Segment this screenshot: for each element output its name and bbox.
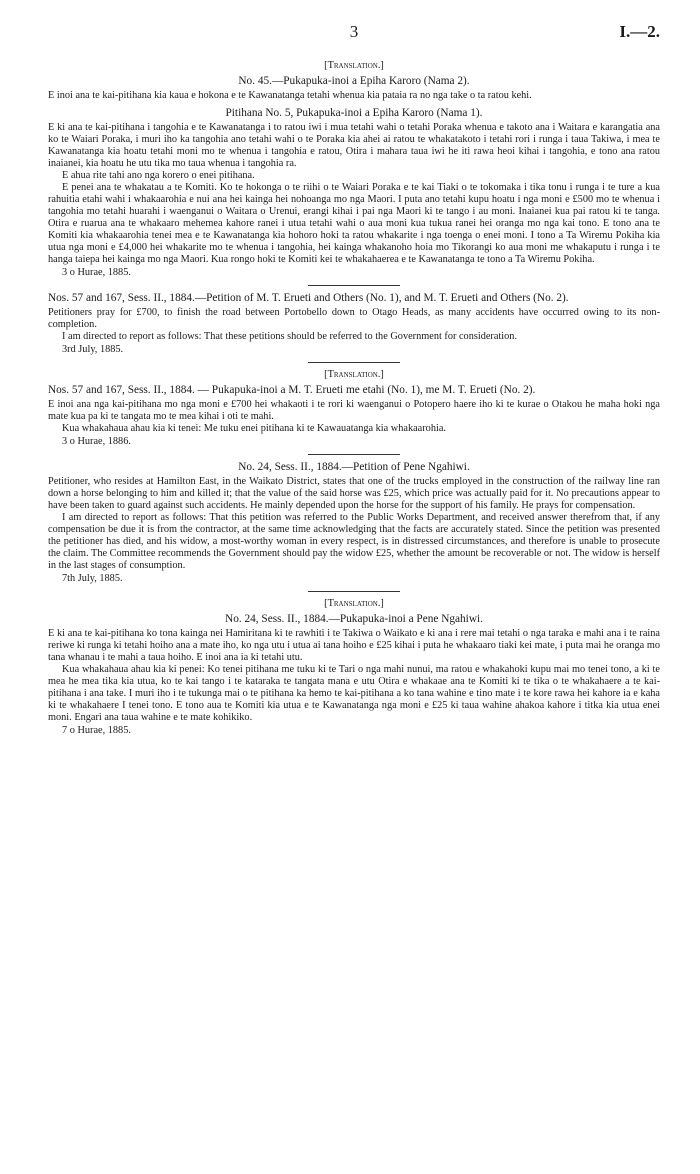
section-subtitle: Pitihana No. 5, Pukapuka-inoi a Epiha Karoro (Nama 1). <box>225 107 483 119</box>
section-petition-24 <box>48 461 660 585</box>
section-date: 3 o Hurae, 1885. <box>62 267 131 278</box>
section-date: 7th July, 1885. <box>62 573 123 584</box>
page-header <box>48 0 660 60</box>
section-date: 3rd July, 1885. <box>62 344 124 355</box>
section-divider <box>308 362 400 363</box>
page-number: 3 <box>349 22 359 41</box>
section-title: No. 24, Sess. II., 1884.—Pukapuka-inoi a Pene Ngahiwi. <box>225 613 483 625</box>
section-title: No. 24, Sess. II., 1884.—Petition of Pene Ngahiwi. <box>238 461 470 473</box>
paragraph: Petitioner, who resides at Hamilton East, in the Waikato District, states that one of the trucks employed in the construction of the railway line ran down a horse belonging to him and killed it; that the value of the said horse was £25, which price was actually paid for it. No precautions appear to have been taken to guard against such accidents. He mainly depended upon the horse for the support of his family. He prays for compensation. <box>48 476 660 511</box>
paragraph: E ki ana te kai-pitihana i tangohia e te Kawanatanga i to ratou iwi i mua tetahi wahi o tetahi Poraka whenua e takoto ana i Waitara e karangatia ana ko te Waiari Poraka, i muri iho ka tangohia ano tetahi wahi o te Poraka kia ahei ai ratou te whakatakoto i tetahi rori i runga i taua Takiwa, i mea te Kawanatanga kia hoatu tetahi moni mo te whenua i tangohia e ratou, Otira i mahara taua iwi he iti rawa heoi kihai i tangohia, e tono ana ratou inaianei, kia hoatu he utu tika mo taua whenua i tangohia ra. <box>48 122 660 169</box>
paragraph: E ahua rite tahi ano nga korero o enei pitihana. <box>62 170 255 181</box>
section-title: Nos. 57 and 167, Sess. II., 1884. — Pukapuka-inoi a M. T. Erueti me etahi (No. 1), me M. T. Erueti (No. 2). <box>48 384 536 396</box>
paragraph: I am directed to report as follows: That this petition was referred to the Public Works Department, and received answer therefrom that, if any compensation be due it is from the contractor, at the same time acknowledging that the facts are accurately stated. Since the petition was presented the petitioner has died, and his widow, a most-worthy woman in every respect, is in distressed circumstances, and therefore is unable to prosecute the claim. The Committee recommends the Government should pay the widow £25, whether the amount be recoverable or not. The widow is herself in the last stages of consumption. <box>48 512 660 571</box>
translation-tag: [Translation.] <box>324 598 384 609</box>
section-date: 3 o Hurae, 1886. <box>62 436 131 447</box>
paragraph: Petitioners pray for £700, to finish the road between Portobello down to Otago Heads, as many accidents have occurred owing to its non-completion. <box>48 307 660 330</box>
paragraph: E penei ana te whakatau a te Komiti. Ko te hokonga o te riihi o te Waiari Poraka e te kai Tiaki o te tokomaka i tika tonu i runga i te ture a kua rahuitia etahi wahi i whakaarohia e nui ana hei kainga hei nohoanga mo nga Maori. I puta ano tetahi kupu hoatu i nga moni e £500 mo te whenua i tangohia mo tetahi huarahi i waenganui o Waitara o Urenui, erangi kihai i pai nga Maori ki te tango i au moni. Inaianei kua pai ratou ki te tanga. Otira e ruarua ana te whakaaro mehemea kahore ranei i utua tetahi wahi o aua moni kua tukua ranei hei oranga mo nga kai tono. E tono ana te Komiti kia whakaarohia tenei mea e te Kawanatanga kia hohoro hoki ta ratou whakarite i nga toenga o enei moni. I tono a Ta Wiremu Pokiha kia utua nga moni e £4,000 hei whakarite mo te whenua i tangohia, hei kainga whakanoho hoia mo Tikorangi ko aua moni me whakaputu i runga i te hanga taiepa hei kainga mo nga Maori. Kua rongo hoki te Komiti kei te whakahaerea e te Kawanatanga te tono a Ta Wiremu Pokiha. <box>48 182 660 265</box>
section-translation-57-167 <box>48 369 660 448</box>
section-title: Nos. 57 and 167, Sess. II., 1884.—Petition of M. T. Erueti and Others (No. 1), and M. T. Erueti and Others (No. 2). <box>48 292 569 304</box>
paragraph: E inoi ana te kai-pitihana kia kaua e hokona e te Kawanatanga tetahi whenua kia pataia ra no nga take o ta ratou kehi. <box>48 90 532 101</box>
paragraph: E inoi ana nga kai-pitihana mo nga moni e £700 hei whakaoti i te rori ki waenganui o Potopero haere iho ki te kurae o Otakou he maha hoki nga mate kua pa ki te tangata mo te mea kihai i oti te mahi. <box>48 399 660 422</box>
paragraph: I am directed to report as follows: That these petitions should be referred to the Government for consideration. <box>62 331 518 342</box>
translation-tag: [Translation.] <box>324 60 384 71</box>
section-divider <box>308 454 400 455</box>
paragraph: E ki ana te kai-pitihana ko tona kainga nei Hamiritana ki te rawhiti i te Takiwa o Waikato e ki ana i rere mai tetahi o nga taraka e mahi ana i te raina reriwe ki runga ki tetahi hoiho ana a mate iho, ko nga utu i utua ai tana hoiho e £25 kihai i puta he whakaaro tiaki kei mate, i puta mai he oranga mo tana whanau i te mahi a taua hoiho. E inoi ana ia ki tetahi utu. <box>48 628 660 663</box>
section-date: 7 o Hurae, 1885. <box>62 725 131 736</box>
section-divider <box>308 591 400 592</box>
paragraph: Kua whakahaua ahau kia ki tenei: Me tuku enei pitihana ki te Kawauatanga kia whakaarohia. <box>62 423 446 434</box>
section-translation-no45 <box>48 60 660 279</box>
paragraph: Kua whakahaua ahau kia ki penei: Ko tenei pitihana me tuku ki te Tari o nga mahi nunui, ma ratou e whakahoki kupu mai mo tenei tono, a ki te mea he mea tika kia utua, ko te kai tango i te kataraka te tangata mana e utu Otira e whakaae ana te Komiti ki te tika o te whakahaere a te kai-pitihana i ana take. I muri iho i te tukunga mai o te pitihana ka hemo te kai-pitihana a ko tana wahine e tino mate i te kore rawa hei kahore ia e kaha ki te whakahaere I tenei tono. E tono aua te Komiti kia utua e te Kawanatanga nga moni e £25 ki taua wahine ahakoa kahore i titka kia utua enei moni. Engari ana taua wahine e te mate kohikiko. <box>48 664 660 723</box>
section-petition-57-167 <box>48 292 660 356</box>
translation-tag: [Translation.] <box>324 369 384 380</box>
section-translation-24 <box>48 598 660 737</box>
document-reference: I.—2. <box>619 22 660 41</box>
section-divider <box>308 285 400 286</box>
section-title: No. 45.—Pukapuka-inoi a Epiha Karoro (Nama 2). <box>238 75 470 87</box>
